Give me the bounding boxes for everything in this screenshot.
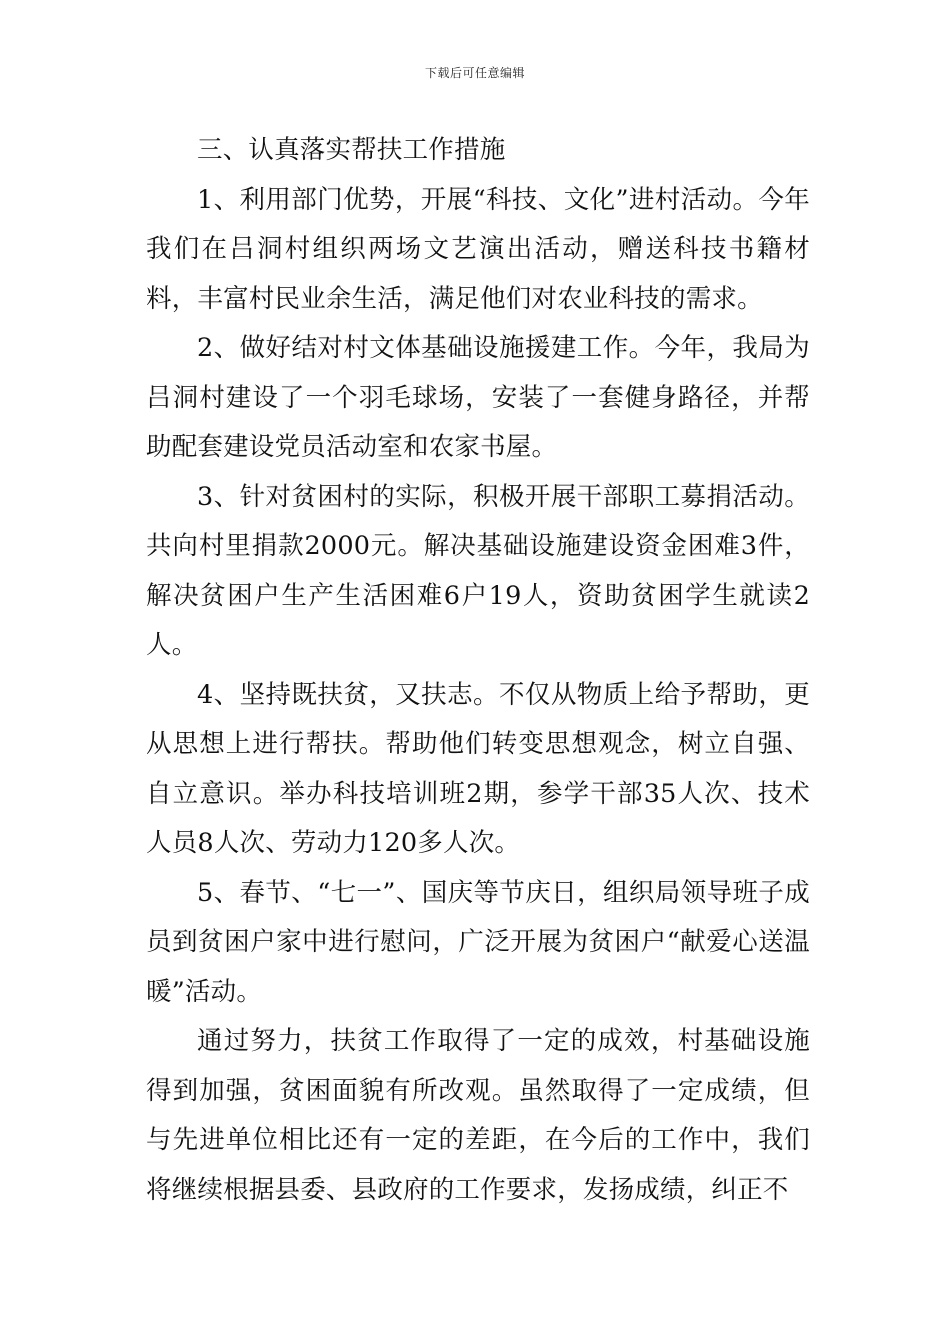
paragraph-item-4: 4、坚持既扶贫，又扶志。不仅从物质上给予帮助，更从思想上进行帮扶。帮助他们转变思想观念，树立自强、自立意识。举办科技培训班2期，参学干部35人次、技术人员8人次、劳动力120多人次。: [146, 679, 810, 858]
paragraph-item-3: 3、针对贫困村的实际，积极开展干部职工募捐活动。共向村里捐款2000元。解决基础设施建设资金困难3件，解决贫困户生产生活困难6户19人，资助贫困学生就读2人。: [146, 481, 810, 660]
section-heading: 三、认真落实帮扶工作措施: [197, 135, 506, 165]
summary-paragraph: 通过努力，扶贫工作取得了一定的成效，村基础设施得到加强，贫困面貌有所改观。虽然取得了一定成绩，但与先进单位相比还有一定的差距，在今后的工作中，我们将继续根据县委、县政府的工作要求，发扬成绩，纠正不: [146, 1026, 810, 1205]
document-body: [146, 126, 810, 1215]
paragraph-item-1: 1、利用部门优势，开展“科技、文化”进村活动。今年我们在吕洞村组织两场文艺演出活动，赠送科技书籍材料，丰富村民业余生活，满足他们对农业科技的需求。: [146, 184, 810, 314]
page-header: 下载后可任意编辑: [424, 66, 525, 80]
paragraph-item-5: 5、春节、“七一”、国庆等节庆日，组织局领导班子成员到贫困户家中进行慰问，广泛开展为贫困户“献爱心送温暖”活动。: [146, 877, 810, 1007]
paragraph-item-2: 2、做好结对村文体基础设施援建工作。今年，我局为吕洞村建设了一个羽毛球场，安装了一套健身路径，并帮助配套建设党员活动室和农家书屋。: [146, 333, 810, 462]
